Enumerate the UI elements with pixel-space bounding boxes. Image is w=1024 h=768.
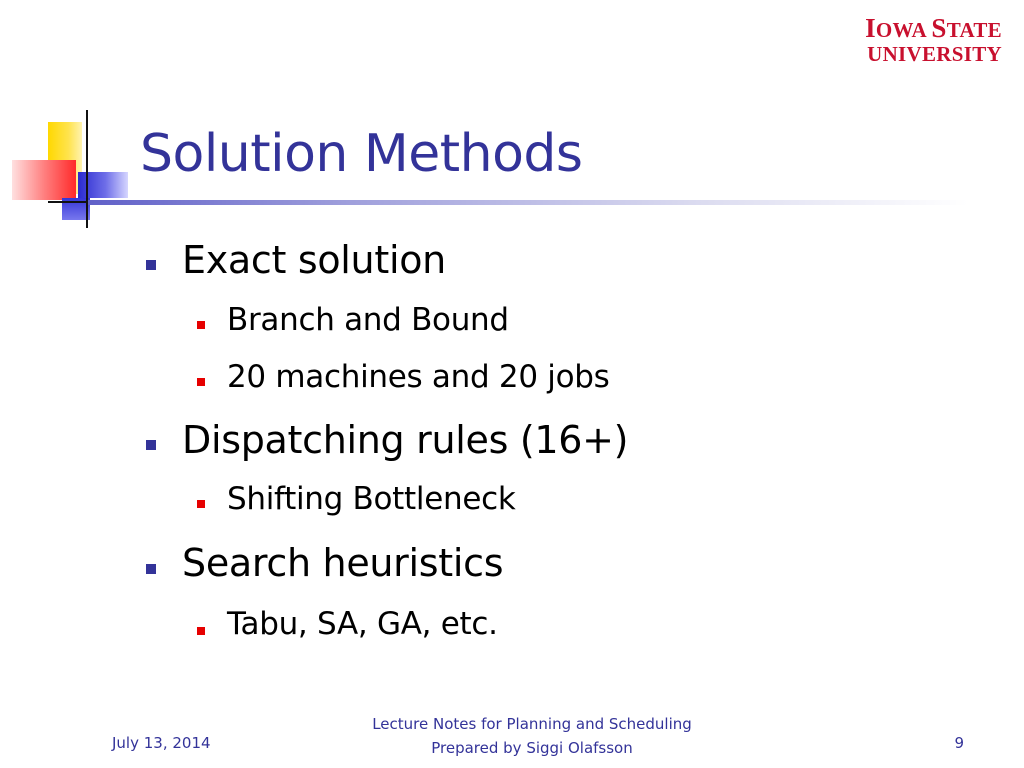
sub-bullet-item: Shifting Bottleneck xyxy=(227,481,516,517)
sub-bullet-item: Tabu, SA, GA, etc. xyxy=(227,606,498,642)
vertical-rule xyxy=(86,110,88,228)
footer-notes xyxy=(332,712,732,760)
footer-line-2: Prepared by Siggi Olafsson xyxy=(431,739,633,757)
footer-line-1: Lecture Notes for Planning and Scheduling xyxy=(372,715,692,733)
sub-bullet-marker xyxy=(197,321,205,329)
bullet-item: Exact solution xyxy=(182,238,446,282)
sub-bullet-item: Branch and Bound xyxy=(227,302,509,338)
slide-title: Solution Methods xyxy=(140,124,583,184)
sub-bullet-marker xyxy=(197,378,205,386)
page-number: 9 xyxy=(954,734,964,752)
sub-bullet-marker xyxy=(197,627,205,635)
title-underline xyxy=(88,200,968,205)
horizontal-rule-left xyxy=(48,201,88,203)
isu-logo xyxy=(858,13,1002,66)
red-square xyxy=(12,160,76,200)
logo-line-2: UNIVERSITY xyxy=(867,42,1002,66)
logo-line-1: IOWA STATE xyxy=(865,13,1002,43)
footer-date: July 13, 2014 xyxy=(112,734,211,752)
bullet-item: Dispatching rules (16+) xyxy=(182,418,629,462)
bullet-marker xyxy=(146,564,156,574)
bullet-item: Search heuristics xyxy=(182,541,504,585)
sub-bullet-marker xyxy=(197,500,205,508)
sub-bullet-item: 20 machines and 20 jobs xyxy=(227,359,610,395)
decorative-squares xyxy=(0,100,150,235)
bullet-marker xyxy=(146,260,156,270)
bullet-marker xyxy=(146,440,156,450)
